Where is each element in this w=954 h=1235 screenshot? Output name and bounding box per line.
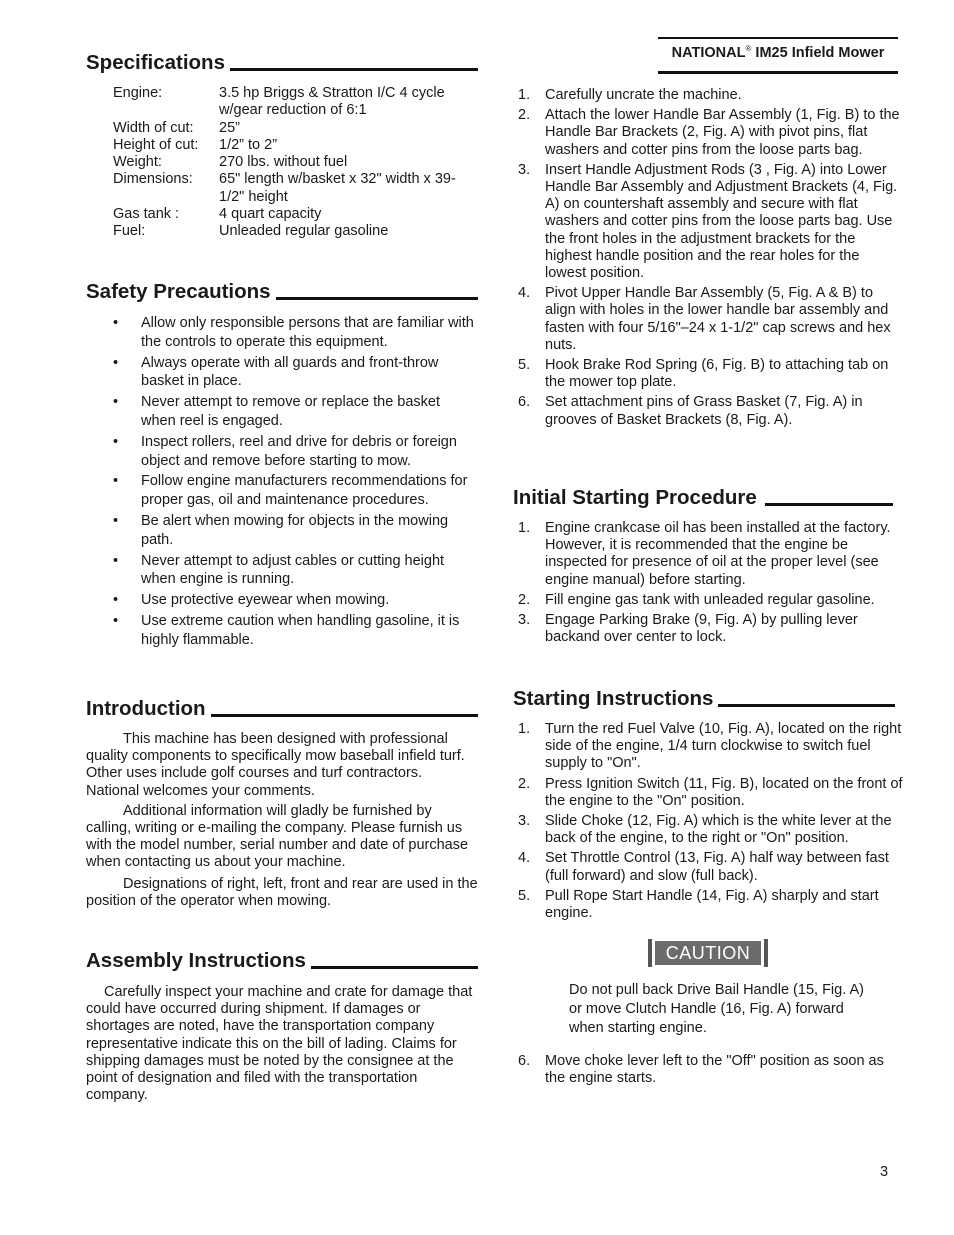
list-item <box>513 520 903 589</box>
spec-row <box>113 206 478 223</box>
step-number: 1. <box>518 520 531 536</box>
step-number: 3. <box>518 161 531 178</box>
step-number: 4. <box>518 850 531 867</box>
list-item <box>513 357 903 391</box>
spec-value: 270 lbs. without fuel <box>219 154 348 171</box>
spec-label: Engine: <box>113 85 163 101</box>
assembly-paragraph: Carefully inspect your machine and crate for damage that could have occurred during shipment. If damages or shortages are noted, have the transportation company representative indicate this on the bill of lading. Claims for shipping damages must be noted by the consignee at the point of designation and filed with the transportation company. <box>86 984 473 1104</box>
specifications-table <box>113 85 478 241</box>
spec-value: 25” <box>219 119 240 136</box>
step-text: Turn the red Fuel Valve (10, Fig. A), located on the right side of the engine, 1/4 turn clockwise to switch fuel supply to "On". <box>545 721 902 772</box>
list-item <box>513 776 903 810</box>
spec-label: Height of cut: <box>113 136 199 153</box>
step-text: Set Throttle Control (13, Fig. A) half way between fast (full forward) and slow (full back). <box>545 850 889 884</box>
list-item <box>513 813 903 847</box>
list-item: • Use protective eyewear when mowing. <box>86 591 478 610</box>
list-item <box>513 162 903 282</box>
registered-mark: ® <box>745 44 752 54</box>
heading-rule <box>311 966 478 969</box>
safety-heading <box>86 280 478 304</box>
spec-label: Fuel: <box>113 223 146 240</box>
step-text: Insert Handle Adjustment Rods (3 , Fig. A) into Lower Handle Bar Assembly and Adjustment Brackets (4, Fig. A) on countershaft assembly and secure with flat washers and cotter pins from the loose parts bag. Use the front holes in the adjustment brackets for the highest handle position and the rear holes for the lowest position. <box>545 161 898 282</box>
spec-row <box>113 85 478 120</box>
heading-rule <box>718 704 895 707</box>
spec-value: 65" length w/basket x 32" width x 39-1/2" height <box>219 171 456 205</box>
caution-badge <box>648 939 768 967</box>
list-item <box>513 394 903 428</box>
paragraph: This machine has been designed with professional quality components to specifically mow baseball infield turf. Other uses include golf courses and turf contractors. National welcomes your comments. <box>86 731 465 799</box>
brand-name: NATIONAL <box>671 45 746 61</box>
list-item <box>513 285 903 354</box>
step-text: Hook Brake Rod Spring (6, Fig. B) to attaching tab on the mower top plate. <box>545 357 889 391</box>
heading-rule <box>211 714 478 717</box>
list-item: • Inspect rollers, reel and drive for debris or foreign object and remove before starting to mow. <box>86 433 478 471</box>
step-text: Set attachment pins of Grass Basket (7, Fig. A) in grooves of Basket Brackets (8, Fig. A). <box>545 394 863 428</box>
list-item <box>513 888 903 922</box>
initial-title: Initial Starting Procedure <box>513 486 757 509</box>
introduction-heading <box>86 697 478 721</box>
step-number: 6. <box>518 1053 531 1069</box>
spec-row <box>113 137 478 154</box>
list-item: • Allow only responsible persons that are familiar with the controls to operate this equipment. <box>86 314 478 352</box>
assembly-heading <box>86 949 478 973</box>
paragraph: Additional information will gladly be furnished by calling, writing or e-mailing the company. Please furnish us with the model number, serial number and date of purchase when contacting us about your machine. <box>86 802 469 871</box>
step-number: 2. <box>518 775 531 792</box>
list-item: • Be alert when mowing for objects in the mowing path. <box>86 512 478 550</box>
safety-title: Safety Precautions <box>86 280 271 303</box>
step-number: 1. <box>518 87 531 103</box>
step-number: 3. <box>518 612 531 629</box>
step-text: Move choke lever left to the "Off" position as soon as the engine starts. <box>545 1053 884 1087</box>
spec-label: Dimensions: <box>113 171 193 188</box>
list-item: • Never attempt to adjust cables or cutting height when engine is running. <box>86 552 478 590</box>
starting-title: Starting Instructions <box>513 687 714 710</box>
introduction-title: Introduction <box>86 697 206 720</box>
model-name: IM25 Infield Mower <box>751 45 885 61</box>
step-text: Press Ignition Switch (11, Fig. B), located on the front of the engine to the "On" position. <box>545 775 903 809</box>
step-text: Engine crankcase oil has been installed at the factory. However, it is recommended that the engine be inspected for presence of oil at the proper level (see engine manual) before starting. <box>545 520 891 588</box>
list-item: • Use extreme caution when handling gasoline, it is highly flammable. <box>86 612 478 650</box>
list-item <box>513 612 903 646</box>
safety-list <box>86 314 478 652</box>
initial-steps <box>513 520 903 649</box>
spec-value: 1/2” to 2” <box>219 136 278 153</box>
step-text: Slide Choke (12, Fig. A) which is the white lever at the back of the engine, to the right or "On" position. <box>545 813 892 847</box>
spec-value: Unleaded regular gasoline <box>219 223 389 240</box>
list-item <box>513 87 903 104</box>
starting-heading <box>513 687 895 711</box>
assembly-steps <box>513 87 903 432</box>
list-item <box>513 850 903 884</box>
spec-row <box>113 171 478 206</box>
step-text: Engage Parking Brake (9, Fig. A) by pulling lever backand over center to lock. <box>545 612 858 646</box>
step-number: 5. <box>518 887 531 904</box>
specifications-title: Specifications <box>86 51 225 74</box>
spec-row <box>113 154 478 171</box>
step-number: 3. <box>518 813 531 830</box>
step-number: 2. <box>518 591 531 608</box>
spec-label: Gas tank : <box>113 206 180 223</box>
step-number: 6. <box>518 394 531 411</box>
step-number: 1. <box>518 721 531 737</box>
step-text: Carefully uncrate the machine. <box>545 87 742 103</box>
specifications-heading <box>86 51 478 75</box>
assembly-title: Assembly Instructions <box>86 949 306 972</box>
list-item <box>513 592 903 609</box>
heading-rule <box>276 297 478 300</box>
list-item <box>513 721 903 773</box>
step-text: Pivot Upper Handle Bar Assembly (5, Fig. A & B) to align with holes in the lower handle bar assembly and fasten with four 5/16"–24 x 1-1/2" cap screws and hex nuts. <box>545 285 891 353</box>
document-header <box>658 37 898 74</box>
spec-row <box>113 223 478 240</box>
list-item <box>513 1053 903 1087</box>
spec-row <box>113 120 478 137</box>
step-number: 4. <box>518 285 531 302</box>
step-text: Pull Rope Start Handle (14, Fig. A) sharply and start engine. <box>545 887 879 922</box>
spec-label: Weight: <box>113 154 162 171</box>
step-text: Attach the lower Handle Bar Assembly (1, Fig. B) to the Handle Bar Brackets (2, Fig. A) with pivot pins, flat washers and cotter pins from the loose parts bag. <box>545 107 900 158</box>
heading-rule <box>765 503 893 506</box>
spec-label: Width of cut: <box>113 119 194 136</box>
starting-steps <box>513 721 903 925</box>
starting-step-six <box>513 1053 903 1090</box>
list-item: • Always operate with all guards and front-throw basket in place. <box>86 354 478 392</box>
paragraph: Designations of right, left, front and rear are used in the position of the operator when mowing. <box>86 875 478 909</box>
heading-rule <box>230 68 478 71</box>
introduction-body <box>86 731 478 910</box>
caution-text: Do not pull back Drive Bail Handle (15, Fig. A) or move Clutch Handle (16, Fig. A) forward when starting engine. <box>569 982 864 1037</box>
list-item: • Follow engine manufacturers recommendations for proper gas, oil and maintenance procedures. <box>86 472 478 510</box>
initial-heading <box>513 486 893 510</box>
list-item: • Never attempt to remove or replace the basket when reel is engaged. <box>86 393 478 431</box>
page-number: 3 <box>880 1164 889 1180</box>
caution-label: CAUTION <box>655 941 761 965</box>
spec-value: 3.5 hp Briggs & Stratton I/C 4 cycle w/gear reduction of 6:1 <box>219 85 445 119</box>
step-number: 5. <box>518 357 531 374</box>
step-number: 2. <box>518 107 531 124</box>
list-item <box>513 107 903 159</box>
spec-value: 4 quart capacity <box>219 206 322 223</box>
step-text: Fill engine gas tank with unleaded regular gasoline. <box>545 591 875 608</box>
